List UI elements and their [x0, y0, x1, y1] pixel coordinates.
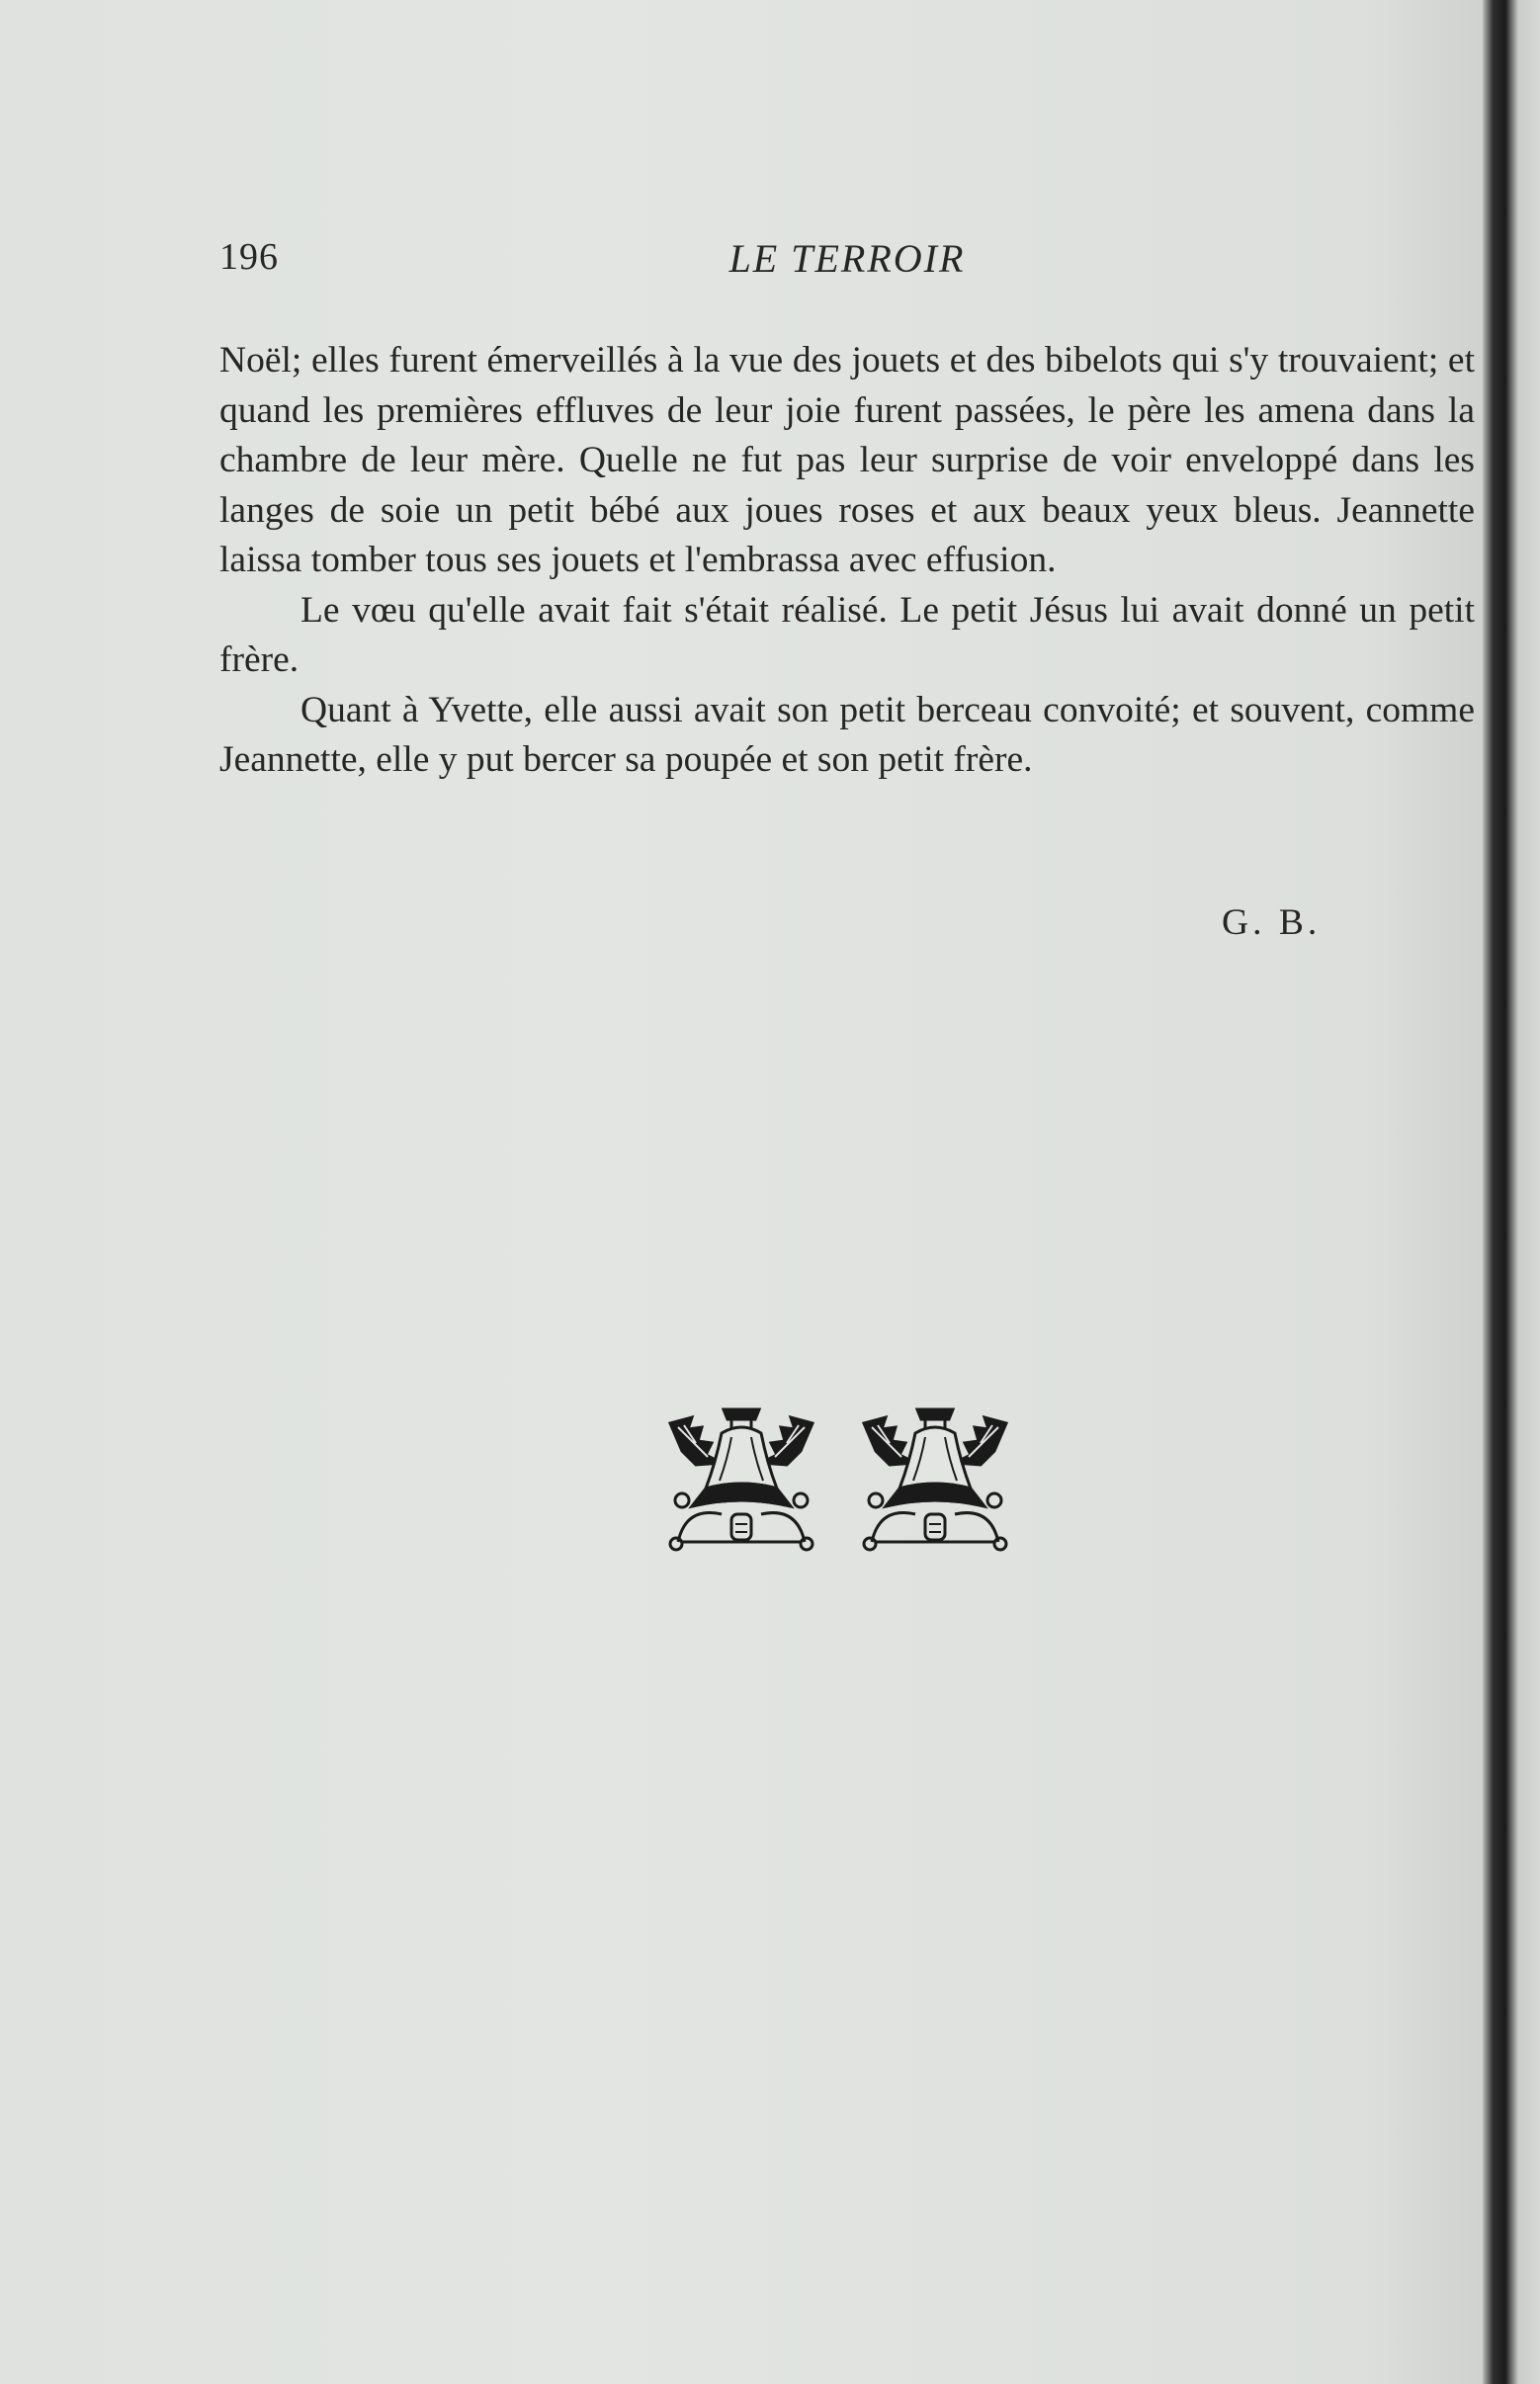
author-signature: G. B.	[1222, 902, 1322, 943]
paragraph: Le vœu qu'elle avait fait s'était réalisé. Le petit Jésus lui avait donné un petit frère.	[219, 589, 1475, 680]
running-title: LE TERROIR	[728, 236, 966, 281]
story-text	[219, 336, 1475, 786]
page-number: 196	[219, 236, 279, 278]
paragraph: Noël; elles furent émerveillés à la vue des jouets et des bibelots qui s'y trouvaient; et quand les premières effluves de leur joie furent passées, le père les amena dans la chambre de leur mère. Quelle ne fut pas leur surprise de voir enveloppé dans les langes de soie un petit bébé aux joues roses et aux beaux yeux bleus. Jeannette laissa tomber tous ses jouets et l'embrassa avec effusion.	[219, 340, 1475, 580]
paragraph: Quant à Yvette, elle aussi avait son petit berceau convoité; et souvent, comme Jeannette, elle y put bercer sa poupée et son petit frère.	[219, 689, 1475, 780]
book-gutter	[1483, 0, 1540, 2384]
christmas-bells-ornament-icon	[662, 1394, 1018, 1556]
